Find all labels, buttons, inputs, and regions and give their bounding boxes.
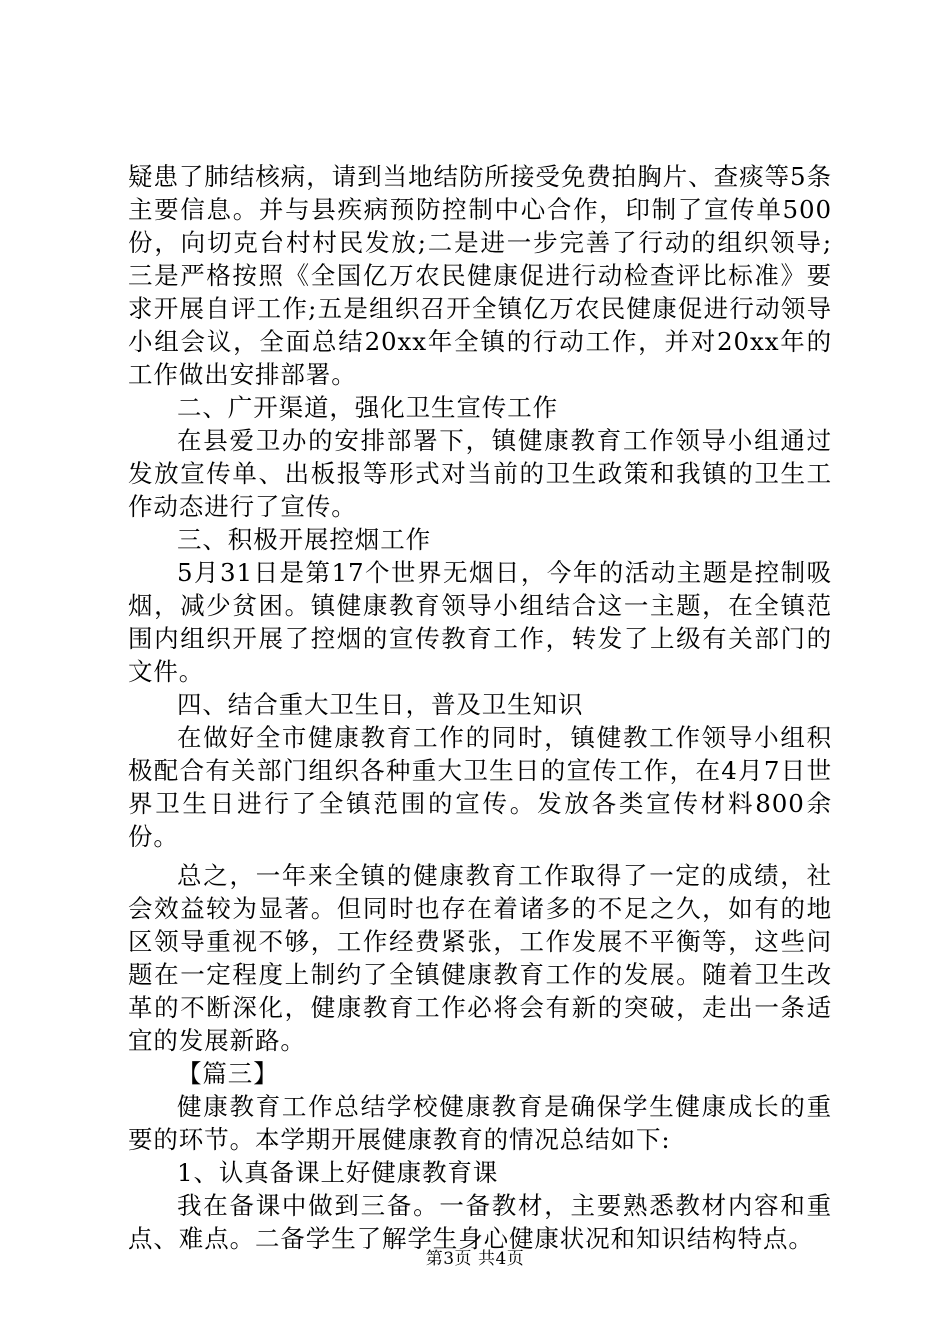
paragraph: 健康教育工作总结学校健康教育是确保学生健康成长的重要的环节。本学期开展健康教育的情况总结如下: xyxy=(128,1092,832,1154)
section-heading-2: 二、广开渠道，强化卫生宣传工作 xyxy=(177,393,558,422)
paragraph-continuation: 疑患了肺结核病，请到当地结防所接受免费拍胸片、查痰等5条主要信息。并与县疾病预防控制中心合作，印制了宣传单500份，向切克台村村民发放;二是进一步完善了行动的组织领导;三是严格按照《全国亿万农民健康促进行动检查评比标准》要求开展自评工作;五是组织召开全镇亿万农民健康促进行动领导小组会议，全面总结20xx年全镇的行动工作，并对20xx年的工作做出安排部署。 xyxy=(128,162,832,389)
document-body xyxy=(128,160,832,1255)
paragraph-summary: 总之，一年来全镇的健康教育工作取得了一定的成绩，社会效益较为显著。但同时也存在着诸多的不足之久，如有的地区领导重视不够，工作经费紧张，工作发展不平衡等，这些问题在一定程度上制约了全镇健康教育工作的发展。随着卫生改革的不断深化，健康教育工作必将会有新的突破，走出一条适宜的发展新路。 xyxy=(128,861,832,1055)
paragraph: 5月31日是第17个世界无烟日，今年的活动主题是控制吸烟，减少贫困。镇健康教育领导小组结合这一主题，在全镇范围内组织开展了控烟的宣传教育工作，转发了上级有关部门的文件。 xyxy=(128,558,832,686)
section-heading-3: 三、积极开展控烟工作 xyxy=(177,525,431,554)
paragraph: 在县爱卫办的安排部署下，镇健康教育工作领导小组通过发放宣传单、出板报等形式对当前的卫生政策和我镇的卫生工作动态进行了宣传。 xyxy=(128,426,832,521)
subsection-heading-1: 1、认真备课上好健康教育课 xyxy=(177,1158,499,1187)
page-footer: 第3页 共4页 xyxy=(425,1249,525,1269)
part-heading: 【篇三】 xyxy=(177,1059,279,1088)
section-heading-4: 四、结合重大卫生日，普及卫生知识 xyxy=(177,690,584,719)
paragraph: 我在备课中做到三备。一备教材，主要熟悉教材内容和重点、难点。二备学生了解学生身心健康状况和知识结构特点。 xyxy=(128,1191,832,1253)
paragraph: 在做好全市健康教育工作的同时，镇健教工作领导小组积极配合有关部门组织各种重大卫生日的宣传工作，在4月7日世界卫生日进行了全镇范围的宣传。发放各类宣传材料800余份。 xyxy=(128,723,832,851)
